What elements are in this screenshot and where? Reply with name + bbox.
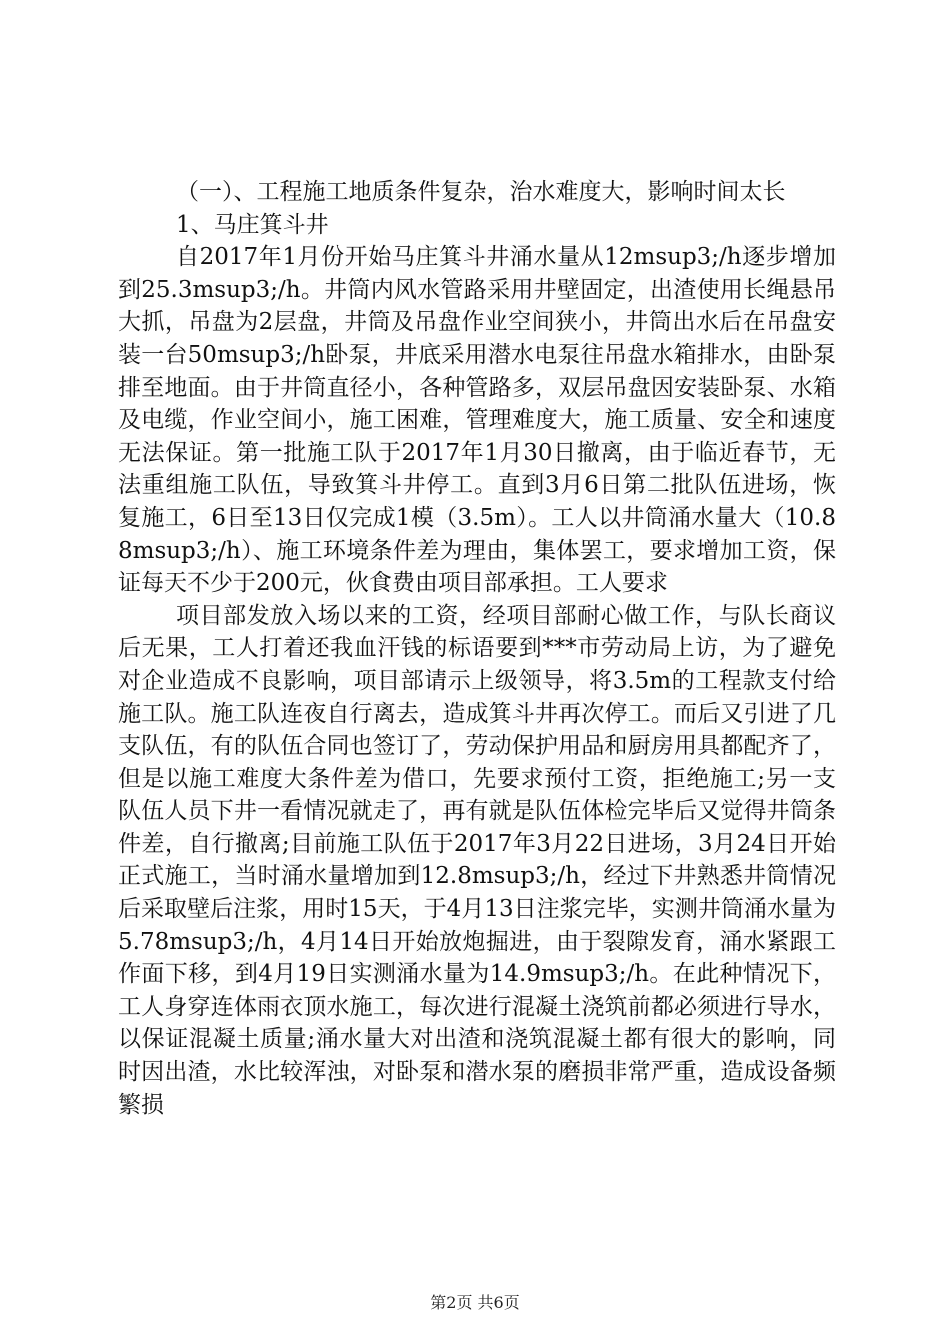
document-body: [118, 176, 836, 1121]
section-heading: （一）、工程施工地质条件复杂，治水难度大，影响时间太长: [176, 179, 786, 205]
body-paragraph-1: 自2017年1月份开始马庄箕斗井涌水量从12msup3;/h逐步增加到25.3msup3;/h。井筒内风水管路采用井壁固定，出渣使用长绳悬吊大抓，吊盘为2层盘，井筒及吊盘作业空间狭小，井筒出水后在吊盘安装一台50msup3;/h卧泵，井底采用潜水电泵往吊盘水箱排水，由卧泵排至地面。由于井筒直径小，各种管路多，双层吊盘因安装卧泵、水箱及电缆，作业空间小，施工困难，管理难度大，施工质量、安全和速度无法保证。第一批施工队于2017年1月30日撤离，由于临近春节，无法重组施工队伍，导致箕斗井停工。直到3月6日第二批队伍进场，恢复施工，6日至13日仅完成1模（3.5m）。工人以井筒涌水量大（10.88msup3;/h）、施工环境条件差为理由，集体罢工，要求增加工资，保证每天不少于200元，伙食费由项目部承担。工人要求: [118, 244, 836, 597]
body-paragraph-2: 项目部发放入场以来的工资，经项目部耐心做工作，与队长商议后无果，工人打着还我血汗钱的标语要到***市劳动局上访，为了避免对企业造成不良影响，项目部请示上级领导，将3.5m的工程款支付给施工队。施工队连夜自行离去，造成箕斗井再次停工。而后又引进了几支队伍，有的队伍合同也签订了，劳动保护用品和厨房用具都配齐了，但是以施工难度大条件差为借口，先要求预付工资，拒绝施工;另一支队伍人员下井一看情况就走了，再有就是队伍体检完毕后又觉得井筒条件差，自行撤离;目前施工队伍于2017年3月22日进场，3月24日开始正式施工，当时涌水量增加到12.8msup3;/h，经过下井熟悉井筒情况后采取壁后注浆，用时15天，于4月13日注浆完毕，实测井筒涌水量为5.78msup3;/h，4月14日开始放炮掘进，由于裂隙发育，涌水紧跟工作面下移，到4月19日实测涌水量为14.9msup3;/h。在此种情况下，工人身穿连体雨衣顶水施工，每次进行混凝土浇筑前都必须进行导水，以保证混凝土质量;涌水量大对出渣和浇筑混凝土都有很大的影响，同时因出渣，水比较浑浊，对卧泵和潜水泵的磨损非常严重，造成设备频繁损: [118, 602, 836, 1118]
page-number-footer: 第2页 共6页: [430, 1293, 520, 1312]
subsection-heading: 1、马庄箕斗井: [176, 211, 329, 238]
